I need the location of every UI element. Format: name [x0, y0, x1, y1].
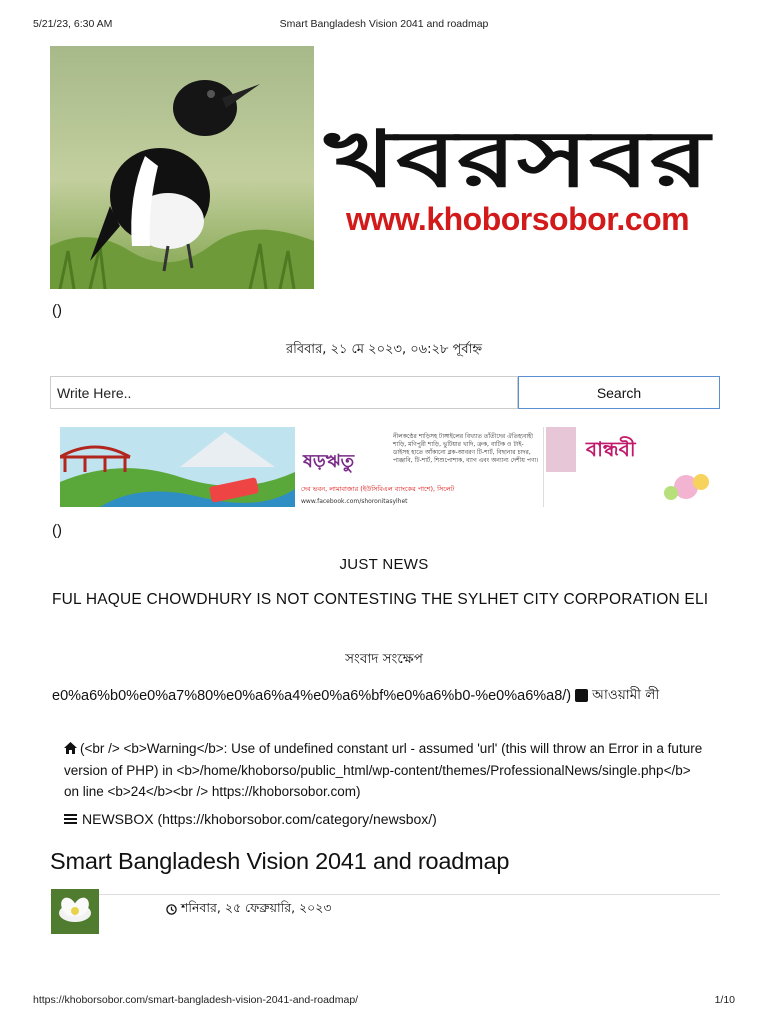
ad-bandhobi[interactable]: [546, 427, 715, 507]
summary-item-label[interactable]: আওয়ামী লী: [592, 687, 660, 703]
post-date-text: শনিবার, ২৫ ফেব্রুয়ারি, ২০২৩: [181, 900, 332, 915]
empty-parentheses-2: (): [52, 522, 62, 539]
menu-icon: [64, 814, 77, 824]
ad-shoronita[interactable]: [297, 427, 544, 507]
ad-shoronita-title: ষড়ঋতু: [303, 451, 355, 472]
breadcrumb-text[interactable]: (<br /> <b>Warning</b>: Use of undefined constant url - assumed 'url' (this will throw an Error in a future version of PHP) in <b>/home/khoborso/public_html/wp-content/themes/ProfessionalNews/single.php</b> on line <b>24</b><br /> https://khoborsobor.com): [64, 741, 703, 799]
encoded-link-text[interactable]: e0%a6%b0%e0%a7%80%e0%a6%a4%e0%a6%bf%e0%a6%b0-%e0%a6%a8/): [52, 687, 572, 704]
post-title: Smart Bangladesh Vision 2041 and roadmap: [50, 848, 510, 874]
search-input[interactable]: [50, 376, 518, 409]
masthead: [50, 46, 715, 289]
print-header: [33, 18, 735, 32]
author-thumbnail[interactable]: [51, 889, 99, 934]
just-news-label: JUST NEWS: [339, 556, 429, 573]
ad-shoronita-contact: www.facebook.com/shoronitasylhet: [301, 498, 408, 505]
ad-shoronita-address: দেব ভবন, লামাবাজার (ইউসিবিএল ব্যাংকের পাশে), সিলেট: [301, 485, 455, 493]
search-button[interactable]: Search: [518, 376, 720, 409]
news-summary-heading: সংবাদ সংক্ষেপ: [345, 651, 423, 667]
search-bar: [50, 376, 720, 409]
post-category[interactable]: [64, 811, 437, 827]
ad-sylhet-landscape[interactable]: [60, 427, 295, 507]
print-footer: [33, 994, 735, 1008]
print-url: https://khoborsobor.com/smart-bangladesh-vision-2041-and-roadmap/: [33, 994, 359, 1006]
print-page-title: Smart Bangladesh Vision 2041 and roadmap: [279, 18, 489, 30]
post-date: [166, 900, 332, 920]
ad-shoronita-body: নীলকণ্ঠের শাড়িসহ টাঙ্গাইলের বিখ্যাত তাঁতীদের ঐতিহ্যবাহী শাড়ি, মণিপুরী শাড়ি, ভুটিয়ার খাদি, ত্রুক, বাটিক ও টাই-ডাইসহ হাতে আঁকানো ব্লক-আবরণ টি-শার্ট, বিছানার চাদর, পাঞ্জাবি, টি-শার্ট, শিশুপোশাক, ব্যাগ এবং অন্যান্য দেশীয় পণ্য।: [393, 433, 539, 464]
news-summary-row[interactable]: [52, 684, 717, 707]
category-link[interactable]: NEWSBOX (https://khoborsobor.com/category/newsbox/): [82, 811, 437, 827]
home-icon[interactable]: [64, 739, 77, 760]
print-datetime: 5/21/23, 6:30 AM: [33, 18, 113, 30]
site-logo-url[interactable]: www.khoborsobor.com: [345, 200, 690, 237]
current-date: রবিবার, ২১ মে ২০২৩, ০৬:২৮ পূর্বাহ্ন: [285, 342, 483, 357]
site-logo-text: খবরসবর: [323, 115, 714, 205]
title-divider: [50, 894, 720, 895]
news-ticker[interactable]: FUL HAQUE CHOWDHURY IS NOT CONTESTING THE SYLHET CITY CORPORATION ELI: [52, 591, 709, 608]
print-page-number: 1/10: [714, 994, 735, 1006]
clock-icon: [166, 903, 177, 918]
bird-photo: [50, 46, 314, 289]
empty-parentheses: (): [52, 302, 62, 319]
square-bullet-icon: [575, 689, 588, 702]
ad-banner-row: [60, 427, 715, 507]
ad-bandhobi-title: বান্ধবী: [586, 437, 636, 461]
breadcrumb: [64, 738, 704, 802]
